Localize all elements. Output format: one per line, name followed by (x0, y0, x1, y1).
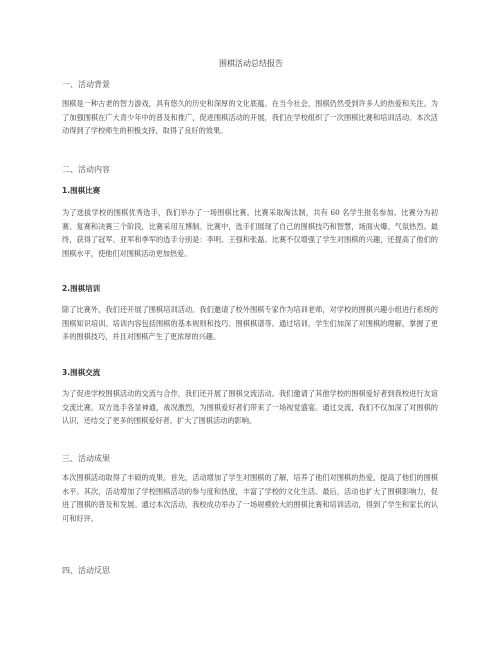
paragraph-competition: 为了选拔学校的围棋优秀选手，我们举办了一场围棋比赛。比赛采取淘汰制，共有 60 名学生报名参加。比赛分为初赛、复赛和决赛三个阶段，比赛采用互博制。比赛中，选手们展现了自己的围棋技巧和智慧，场面火爆、气氛热烈。最终，获得了冠军、亚军和季军的选手分别是：李明、王强和张磊。比赛不仅增强了学生对围棋的兴趣，还提高了他们的围棋水平，使他们对围棋活动更加热爱。 (62, 208, 438, 258)
section-heading-background: 一、活动背景 (62, 80, 110, 89)
subheading-exchange: 3.围棋交流 (62, 368, 101, 377)
paragraph-background: 围棋是一种古老的智力游戏，具有悠久的历史和深厚的文化底蕴。在当今社会，围棋仍然受到许多人的热爱和关注。为了加强围棋在广大青少年中的普及和推广，促进围棋活动的开展，我们在学校组织了一次围棋比赛和培训活动。本次活动得到了学校师生的积极支持，取得了良好的效果。 (62, 99, 438, 136)
section-heading-reflection: 四、活动反思 (62, 566, 110, 575)
paragraph-results: 本次围棋活动取得了丰硕的成果。首先，活动增加了学生对围棋的了解，培养了他们对围棋的热爱，提高了他们的围棋水平。其次，活动增加了学校围棋活动的参与度和热度，丰富了学校的文化生活。最后，活动也扩大了围棋影响力，促进了围棋的普及和发展。通过本次活动，我校成功举办了一场规模较大的围棋比赛和培训活动，得到了学生和家长的认可和好评。 (62, 473, 438, 523)
subheading-training: 2.围棋培训 (62, 284, 101, 293)
paragraph-exchange: 为了促进学校围棋活动的交流与合作，我们还开展了围棋交流活动。我们邀请了其他学校的围棋爱好者到我校进行友谊交流比赛。双方选手各显神通，战况激烈，为围棋爱好者们带来了一场视觉盛宴。通过交流，我们不仅加深了对围棋的认识，还结交了更多的围棋爱好者，扩大了围棋活动的影响。 (62, 389, 438, 426)
subheading-competition: 1.围棋比赛 (62, 186, 101, 195)
document-title: 围棋活动总结报告 (219, 59, 283, 68)
section-heading-results: 三、活动成果 (62, 454, 110, 463)
section-heading-content: 二、活动内容 (62, 165, 110, 174)
paragraph-training: 除了比赛外，我们还开展了围棋培训活动。我们邀请了校外围棋专家作为培训老师，对学校的围棋兴趣小组进行系统的围棋知识培训。培训内容包括围棋的基本规则和技巧、围棋棋谱等。通过培训，学生们加深了对围棋的理解，掌握了更多的围棋技巧，并且对围棋产生了更浓厚的兴趣。 (62, 305, 438, 342)
